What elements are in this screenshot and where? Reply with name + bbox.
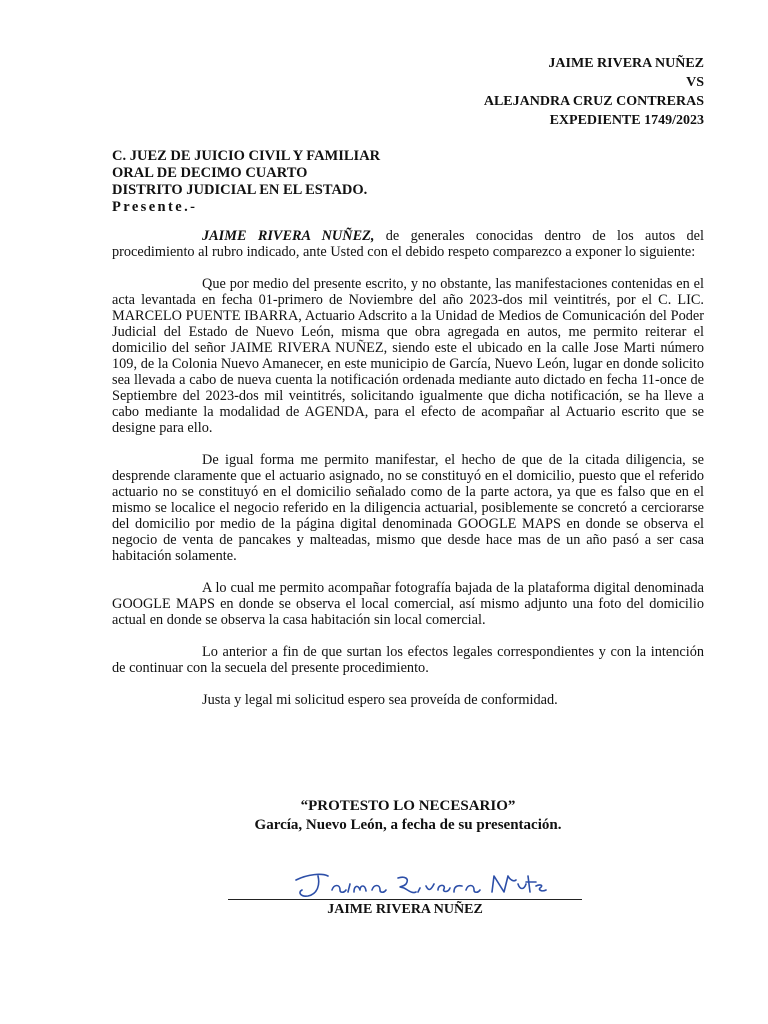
signer-printed-name: JAIME RIVERA NUÑEZ <box>327 902 483 917</box>
closing-place-date: García, Nuevo León, a fecha de su presentación. <box>254 817 562 833</box>
paragraph-2: Que por medio del presente escrito, y no obstante, las manifestaciones contenidas en el acta levantada en fecha 01-primero de Noviembre del año 2023-dos mil veintitrés, por el C. LIC. MARCELO PUENTE IBARRA, Actuario Adscrito a la Unidad de Medios de Comunicación del Poder Judicial del Estado de Nuevo León, misma que obra agregada en autos, me permito reiterar el domicilio del señor JAIME RIVERA NUÑEZ, siendo este el ubicado en la calle Jose Marti número 109, de la Colonia Nuevo Amanecer, en este municipio de García, Nuevo León, lugar en donde solicito sea llevada a cabo de nueva cuenta la notificación ordenada mediante auto dictado en fecha 11-once de Septiembre del 2023-dos mil veintitrés, solicitando igualmente que dicha notificación, se ha lleve a cabo mediante la modalidad de AGENDA, para el efecto de acompañar al Actuario escrito que se designe para ello. <box>112 276 704 436</box>
plaintiff-name: JAIME RIVERA NUÑEZ <box>548 56 704 71</box>
addressee-block <box>112 148 380 216</box>
letter-body <box>112 228 704 724</box>
paragraph-3: De igual forma me permito manifestar, el hecho de que de la citada diligencia, se desprende claramente que el actuario asignado, no se constituyó en el domicilio, puesto que el referido actuario no se constituyó en el domicilio señalado como de la parte actora, ya que es falso que en el mismo se localice el negocio referido en la diligencia actuarial, posiblemente se concretó a cerciorarse del domicilio por medio de la página digital denominada GOOGLE MAPS en donde se observa el negocio de venta de pancakes y malteadas, mismo que desde hace mas de un año pasó a ser casa habitación solamente. <box>112 452 704 564</box>
paragraph-4: A lo cual me permito acompañar fotografía bajada de la plataforma digital denominada GOOGLE MAPS en donde se observa el local comercial, así mismo adjunto una foto del domicilio actual en donde se observa la casa habitación sin local comercial. <box>112 580 704 628</box>
addressee-line-3: DISTRITO JUDICIAL EN EL ESTADO. <box>112 182 368 198</box>
sender-name: JAIME RIVERA NUÑEZ, <box>202 228 375 244</box>
addressee-line-1: C. JUEZ DE JUICIO CIVIL Y FAMILIAR <box>112 148 381 164</box>
case-number: EXPEDIENTE 1749/2023 <box>549 113 704 128</box>
addressee-line-2: ORAL DE DECIMO CUARTO <box>112 165 308 181</box>
addressee-line-4: Presente.- <box>112 199 198 215</box>
handwritten-signature <box>288 868 548 902</box>
closing-block <box>112 797 704 835</box>
closing-protest: “PROTESTO LO NECESARIO” <box>300 798 516 814</box>
versus-label: VS <box>686 75 704 90</box>
case-caption <box>484 54 704 130</box>
signature-line <box>228 899 582 900</box>
paragraph-6: Justa y legal mi solicitud espero sea proveída de conformidad. <box>202 692 558 708</box>
paragraph-1 <box>112 228 704 260</box>
paragraph-5: Lo anterior a fin de que surtan los efectos legales correspondientes y con la intención de continuar con la secuela del presente procedimiento. <box>112 644 704 676</box>
defendant-name: ALEJANDRA CRUZ CONTRERAS <box>483 94 704 109</box>
paragraph-1-text: de generales conocidas dentro de los autos del procedimiento al rubro indicado, ante Usted con el debido respeto comparezco a exponer lo siguiente: <box>112 228 704 260</box>
